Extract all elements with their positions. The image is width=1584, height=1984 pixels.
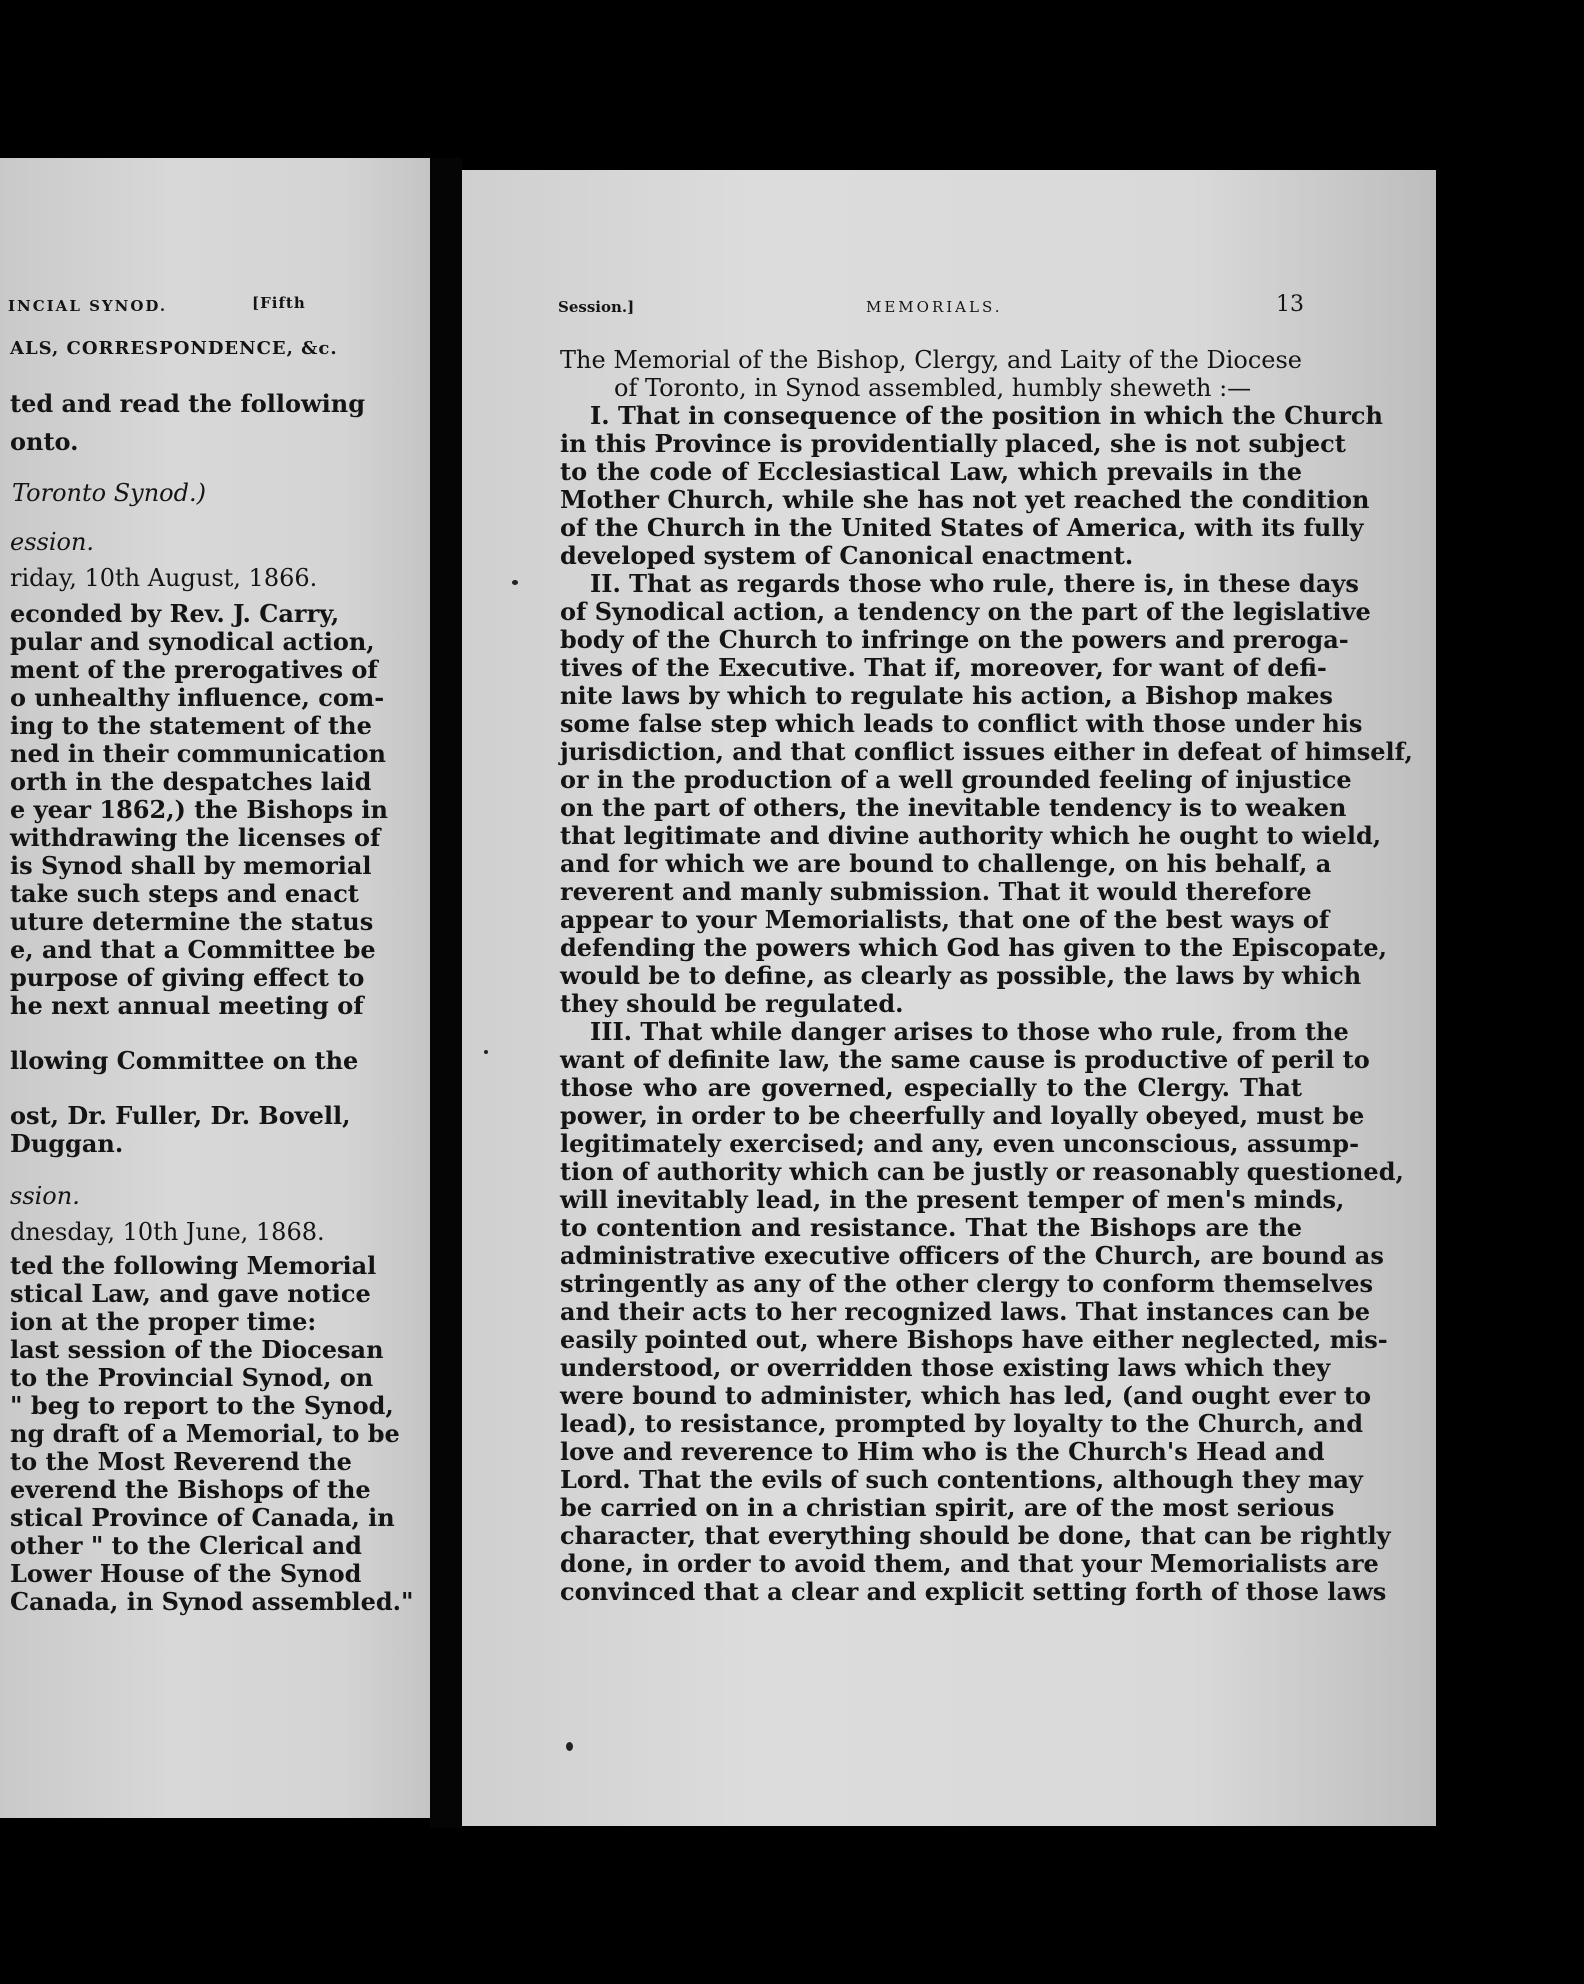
- left-line: last session of the Diocesan: [10, 1335, 384, 1364]
- left-line: ion at the proper time:: [10, 1307, 317, 1336]
- left-line: e, and that a Committee be: [10, 935, 376, 964]
- left-line: uture determine the status: [10, 907, 374, 936]
- left-line: Toronto Synod.): [12, 479, 206, 507]
- left-line: stical Law, and gave notice: [10, 1279, 371, 1308]
- scan-speck: [484, 1050, 488, 1054]
- body-line: be carried on in a christian spirit, are of the most serious: [560, 1493, 1335, 1522]
- left-line: purpose of giving effect to: [10, 963, 365, 992]
- left-line: withdrawing the licenses of: [10, 823, 381, 852]
- body-line: those who are governed, especially to the Clergy. That: [560, 1073, 1302, 1102]
- body-line: body of the Church to infringe on the powers and preroga-: [560, 625, 1349, 654]
- memorial-title-line: The Memorial of the Bishop, Clergy, and Laity of the Diocese: [560, 346, 1302, 374]
- body-line: easily pointed out, where Bishops have either neglected, mis-: [560, 1325, 1388, 1354]
- body-line: administrative executive officers of the Church, are bound as: [560, 1241, 1384, 1270]
- scan-speck: [512, 580, 518, 585]
- left-line: he next annual meeting of: [10, 991, 364, 1020]
- left-line: take such steps and enact: [10, 879, 359, 908]
- left-line: to the Provincial Synod, on: [10, 1363, 374, 1392]
- left-line: ssion.: [10, 1182, 80, 1210]
- body-line: lead), to resistance, prompted by loyalty to the Church, and: [560, 1409, 1364, 1438]
- body-line: power, in order to be cheerfully and loyally obeyed, must be: [560, 1101, 1365, 1130]
- body-line: that legitimate and divine authority which he ought to wield,: [560, 821, 1382, 850]
- body-line: done, in order to avoid them, and that your Memorialists are: [560, 1549, 1379, 1578]
- body-line: or in the production of a well grounded feeling of injustice: [560, 765, 1352, 794]
- body-line: in this Province is providentially placed, she is not subject: [560, 429, 1346, 458]
- body-line: character, that everything should be done, that can be rightly: [560, 1521, 1391, 1550]
- left-running-head: INCIAL SYNOD.: [8, 297, 168, 315]
- left-line: llowing Committee on the: [10, 1046, 359, 1075]
- left-line: " beg to report to the Synod,: [10, 1391, 394, 1420]
- left-line: everend the Bishops of the: [10, 1475, 371, 1504]
- left-line: Duggan.: [10, 1129, 124, 1158]
- body-line: stringently as any of the other clergy to conform themselves: [560, 1269, 1373, 1298]
- left-line: e year 1862,) the Bishops in: [10, 795, 388, 824]
- left-line: ted and read the following: [10, 389, 365, 418]
- left-page: [0, 158, 430, 1818]
- body-line: reverent and manly submission. That it would therefore: [560, 877, 1312, 906]
- left-line: ession.: [10, 528, 95, 556]
- left-running-head-section: [Fifth: [252, 294, 306, 312]
- right-page: [462, 170, 1436, 1826]
- left-line: ment of the prerogatives of: [10, 655, 378, 684]
- body-line: to contention and resistance. That the Bishops are the: [560, 1213, 1302, 1242]
- left-line: onto.: [10, 427, 79, 456]
- left-line: stical Province of Canada, in: [10, 1503, 395, 1532]
- body-line: II. That as regards those who rule, there is, in these days: [590, 569, 1359, 598]
- left-line: o unhealthy influence, com-: [10, 683, 385, 712]
- memorial-title-line: of Toronto, in Synod assembled, humbly sheweth :—: [614, 374, 1252, 402]
- body-line: were bound to administer, which has led, (and ought ever to: [560, 1381, 1371, 1410]
- body-line: understood, or overridden those existing laws which they: [560, 1353, 1331, 1382]
- body-line: tives of the Executive. That if, moreover, for want of defi-: [560, 653, 1327, 682]
- left-line: ost, Dr. Fuller, Dr. Bovell,: [10, 1101, 351, 1130]
- left-line: dnesday, 10th June, 1868.: [10, 1218, 325, 1246]
- left-subheader: ALS, CORRESPONDENCE, &c.: [10, 338, 338, 359]
- left-line: ng draft of a Memorial, to be: [10, 1419, 400, 1448]
- left-line: Canada, in Synod assembled.": [10, 1587, 414, 1616]
- body-line: appear to your Memorialists, that one of the best ways of: [560, 905, 1330, 934]
- left-line: to the Most Reverend the: [10, 1447, 352, 1476]
- body-line: of Synodical action, a tendency on the part of the legislative: [560, 597, 1371, 626]
- body-line: love and reverence to Him who is the Church's Head and: [560, 1437, 1325, 1466]
- book-gutter: [430, 158, 462, 1828]
- body-line: would be to define, as clearly as possible, the laws by which: [560, 961, 1362, 990]
- left-line: econded by Rev. J. Carry,: [10, 599, 340, 628]
- body-line: developed system of Canonical enactment.: [560, 541, 1134, 570]
- body-line: and their acts to her recognized laws. That instances can be: [560, 1297, 1371, 1326]
- left-line: orth in the despatches laid: [10, 767, 372, 796]
- body-line: I. That in consequence of the position in which the Church: [590, 401, 1383, 430]
- body-line: nite laws by which to regulate his action, a Bishop makes: [560, 681, 1333, 710]
- left-line: is Synod shall by memorial: [10, 851, 372, 880]
- body-line: III. That while danger arises to those who rule, from the: [590, 1017, 1349, 1046]
- body-line: of the Church in the United States of America, with its fully: [560, 513, 1364, 542]
- left-line: ted the following Memorial: [10, 1251, 377, 1280]
- body-line: they should be regulated.: [560, 989, 904, 1018]
- body-line: Mother Church, while she has not yet reached the condition: [560, 485, 1370, 514]
- right-running-head-session: Session.]: [558, 298, 635, 316]
- left-line: riday, 10th August, 1866.: [10, 564, 318, 592]
- body-line: jurisdiction, and that conflict issues either in defeat of himself,: [560, 737, 1413, 766]
- body-line: and for which we are bound to challenge, on his behalf, a: [560, 849, 1332, 878]
- body-line: defending the powers which God has given to the Episcopate,: [560, 933, 1388, 962]
- left-line: other " to the Clerical and: [10, 1531, 362, 1560]
- body-line: convinced that a clear and explicit setting forth of those laws: [560, 1577, 1387, 1606]
- body-line: legitimately exercised; and any, even unconscious, assump-: [560, 1129, 1360, 1158]
- left-line: pular and synodical action,: [10, 627, 375, 656]
- body-line: Lord. That the evils of such contentions, although they may: [560, 1465, 1363, 1494]
- body-line: tion of authority which can be justly or reasonably questioned,: [560, 1157, 1404, 1186]
- left-line: ing to the statement of the: [10, 711, 372, 740]
- body-line: will inevitably lead, in the present temper of men's minds,: [560, 1185, 1345, 1214]
- body-line: to the code of Ecclesiastical Law, which prevails in the: [560, 457, 1302, 486]
- body-line: want of definite law, the same cause is productive of peril to: [560, 1045, 1370, 1074]
- left-line: ned in their communication: [10, 739, 386, 768]
- body-line: on the part of others, the inevitable tendency is to weaken: [560, 793, 1347, 822]
- left-line: Lower House of the Synod: [10, 1559, 362, 1588]
- page-number: 13: [1276, 292, 1304, 317]
- scan-speck: [566, 1742, 573, 1751]
- right-running-head-title: MEMORIALS.: [866, 298, 1003, 316]
- body-line: some false step which leads to conflict with those under his: [560, 709, 1363, 738]
